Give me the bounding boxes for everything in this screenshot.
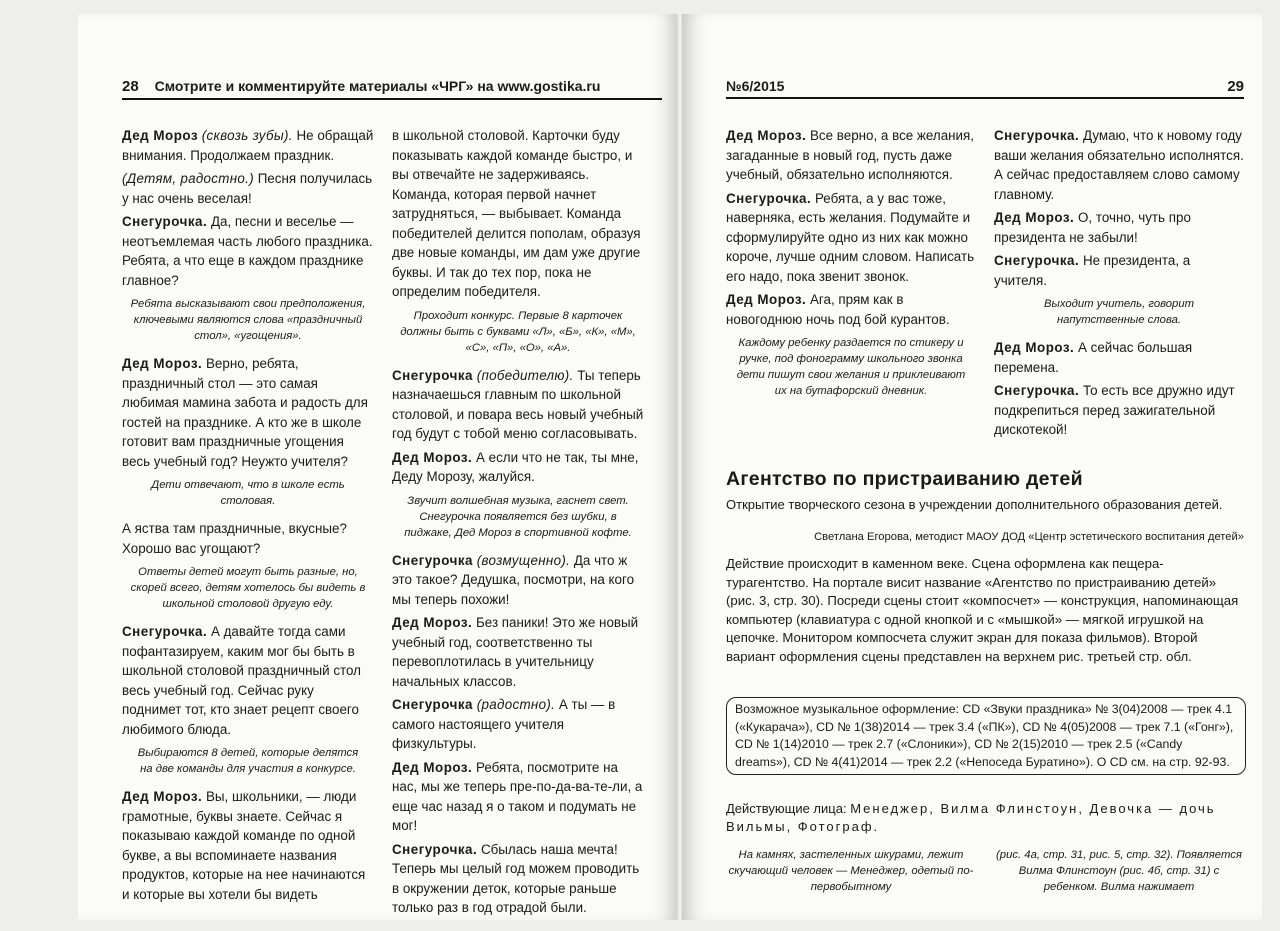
dialogue-text: То есть все дружно идут подкрепиться перед зажигательной дискотекой! xyxy=(994,383,1235,437)
speaker-name: Снегурочка. xyxy=(122,214,208,229)
left-page-header xyxy=(122,78,662,100)
speaker-name: Дед Мороз. xyxy=(122,789,203,804)
stage-direction: Звучит волшебная музыка, гаснет свет. Снегурочка появляется без шубки, в пиджаке, Дед Мороз в спортивной кофте. xyxy=(404,494,632,539)
speaker-name: Дед Мороз. xyxy=(994,210,1075,225)
issue-number: №6/2015 xyxy=(726,78,785,94)
speaker-name: Снегурочка. xyxy=(122,624,208,639)
dialogue-text: Думаю, что к новому году ваши желания обязательно исполнятся. А сейчас предоставляем слово самому главному. xyxy=(994,128,1244,202)
dialogue-line xyxy=(122,212,374,290)
stage-direction: Дети отвечают, что в школе есть столовая. xyxy=(151,479,345,507)
speaker-name: Снегурочка xyxy=(392,697,474,712)
dialogue-text: Вы, школьники, — люди грамотные, буквы знаете. Сейчас я показываю каждой команде по одной букве, а вы вспоминаете названия продуктов, которые на нее начинаются и которые вы хотели бы видеть xyxy=(122,789,366,902)
speaker-direction: (радостно). xyxy=(476,697,556,712)
dialogue-line xyxy=(122,519,374,558)
dialogue-line xyxy=(726,189,976,287)
dialogue-line xyxy=(122,126,374,165)
dialogue-line xyxy=(994,208,1244,247)
left-column-1 xyxy=(122,126,374,908)
stage-direction: Проходит конкурс. Первые 8 карточек должны быть с буквами «Л», «Б», «К», «М», «С», «П», «О», «А». xyxy=(400,309,636,354)
dialogue-text: Ребята, посмотрите на нас, мы же теперь пре-по-да-ва-те-ли, а еще час назад я о таком и подумать не мог! xyxy=(392,759,643,833)
stage-direction: Каждому ребенку раздается по стикеру и ручке, под фонограмму школьного звонка дети пишут свои желания и приклеивают их на бутафорский дневник. xyxy=(736,337,966,397)
speaker-name: Снегурочка. xyxy=(726,190,812,206)
dialogue-line xyxy=(122,622,374,739)
dialogue-text: Да что ж это такое? Дедушка, посмотри, на кого мы теперь похожи! xyxy=(392,552,635,607)
speaker-direction: (сквозь зубы). xyxy=(201,128,293,143)
article-author: Светлана Егорова, методист МАОУ ДОД «Центр эстетического воспитания детей» xyxy=(814,531,1244,543)
dialogue-text: Верно, ребята, праздничный стол — это самая любимая мамина забота и радость для гостей на празднике. А кто же в школе готовит вам праздничные угощения весь учебный год? Неужто учителя? xyxy=(122,356,368,469)
page-number-right: 29 xyxy=(1227,78,1244,95)
dialogue-text: Ты теперь назначаешься главным по школьной столовой, и повара весь новый учебный год будут с тобой меню согласовывать. xyxy=(392,367,644,441)
dialogue-text: в школьной столовой. Карточки буду показывать каждой команде быстро, и вы отвечайте не задерживаясь. Команда, которая первой начнет затрудняться, — выбывает. Команда победителей делится пополам, образуя две новые команды, им дам уже другие буквы. И так до тех пор, пока не определим победителя. xyxy=(392,128,641,299)
speaker-name: Дед Мороз. xyxy=(392,759,473,775)
dialogue-text: Ага, прям как в новогоднюю ночь под бой курантов. xyxy=(726,292,950,327)
speaker-name: Снегурочка. xyxy=(994,383,1080,398)
dialogue-line xyxy=(726,126,976,185)
dialogue-line xyxy=(392,551,644,610)
stage-direction-bottom-right: (рис. 4а, стр. 31, рис. 5, стр. 32). Появляется Вилма Флинстоун (рис. 4б, стр. 31) с ребенком. Вилма нажимает xyxy=(996,849,1242,893)
left-page xyxy=(78,14,678,920)
dialogue-text: Без паники! Это же новый учебный год, соответственно ты перевоплотилась в учительницу начальных классов. xyxy=(392,615,639,689)
dialogue-line xyxy=(122,169,374,208)
stage-direction: Выбираются 8 детей, которые делятся на две команды для участия в конкурсе. xyxy=(137,747,359,775)
dialogue-line xyxy=(994,381,1244,440)
dialogue-line xyxy=(994,126,1244,204)
dialogue-text: Не президента, а учителя. xyxy=(994,253,1191,288)
header-text: Смотрите и комментируйте материалы «ЧРГ» на www.gostika.ru xyxy=(154,78,601,94)
dialogue-line xyxy=(392,366,644,444)
dialogue-text: Песня получилась у нас очень веселая! xyxy=(122,171,373,206)
speaker-name: Снегурочка xyxy=(392,552,474,568)
cast-names: Менеджер, Вилма Флинстоун, Девочка — дочь Вильмы, Фотограф. xyxy=(726,801,1216,834)
dialogue-text: А яства там праздничные, вкусные? Хорошо вас угощают? xyxy=(122,521,347,556)
dialogue-line xyxy=(994,251,1244,290)
speaker-name: Дед Мороз. xyxy=(392,615,473,630)
left-column-2 xyxy=(392,126,644,920)
dialogue-line xyxy=(392,695,644,754)
speaker-name: Снегурочка xyxy=(392,367,474,383)
dialogue-text: А ты — в самого настоящего учителя физкультуры. xyxy=(392,697,616,751)
dialogue-text: Ребята, а у вас тоже, наверняка, есть желания. Подумайте и сформулируйте одно из них как можно короче, лучше одним словом. Написать его надо, пока звенит звонок. xyxy=(726,190,975,284)
dialogue-text: Все верно, а все желания, загаданные в новый год, пусть даже учебный, обязательно исполняются. xyxy=(726,128,974,182)
right-column-2 xyxy=(994,126,1244,444)
dialogue-text: А сейчас большая перемена. xyxy=(994,340,1193,375)
article-subtitle: Открытие творческого сезона в учреждении дополнительного образования детей. xyxy=(726,497,1223,512)
cast-label: Действующие лица: xyxy=(726,801,847,816)
dialogue-text: Да, песни и веселье — неотъемлемая часть любого праздника. Ребята, а что еще в каждом празднике главное? xyxy=(122,214,373,288)
page-number-left: 28 xyxy=(122,78,139,95)
speaker-name: Снегурочка. xyxy=(392,841,478,857)
right-column-1 xyxy=(726,126,976,409)
dialogue-line xyxy=(392,758,644,836)
stage-direction: Ребята высказывают свои предположения, ключевыми являются слова «праздничный стол», «угощения». xyxy=(130,298,366,342)
speaker-direction: (победителю). xyxy=(476,367,574,383)
speaker-name: Снегурочка. xyxy=(994,128,1080,143)
dialogue-line xyxy=(122,354,374,471)
stage-direction: Ответы детей могут быть разные, но, скорей всего, детям хотелось бы видеть в школьной столовой другую еду. xyxy=(130,566,366,610)
right-page-header xyxy=(726,78,1244,99)
right-page xyxy=(682,14,1262,920)
dialogue-text: Сбылась наша мечта! Теперь мы целый год можем проводить в окружении деток, которые раньше только раз в год отрадой были. xyxy=(392,841,640,915)
article-description: Действие происходит в каменном веке. Сцена оформлена как пещера-турагентство. На портале висит название «Агентство по пристраиванию детей» (рис. 3, стр. 30). Посреди сцены стоит «компосчет» — конструкция, напоминающая компьютер (клавиатура с одной кнопкой и с «мышкой» — мягкой игрушкой на цепочке. Монитором компосчета служит экран для показа фильмов). Второй вариант оформления сцены представлен на верхнем рис. третьей стр. обл. xyxy=(726,556,1239,664)
speaker-direction: (Детям, радостно.) xyxy=(122,171,254,186)
speaker-name: Дед Мороз. xyxy=(726,292,807,307)
speaker-name: Снегурочка. xyxy=(994,253,1080,268)
dialogue-line xyxy=(122,787,374,904)
dialogue-line xyxy=(726,290,976,329)
speaker-name: Дед Мороз. xyxy=(994,340,1075,355)
dialogue-text: Не обращай внимания. Продолжаем праздник. xyxy=(122,128,374,163)
stage-direction-bottom-left: На камнях, застеленных шкурами, лежит скучающий человек — Менеджер, одетый по-первобытному xyxy=(728,849,974,893)
dialogue-text: А давайте тогда сами пофантазируем, каким мог бы быть в школьной столовой праздничный стол весь учебный год. Сейчас руку поднимет тот, кто знает рецепт своего любимого блюда. xyxy=(122,624,361,737)
speaker-name: Дед Мороз. xyxy=(392,449,473,465)
dialogue-line xyxy=(994,338,1244,377)
music-box: Возможное музыкальное оформление: CD «Звуки праздника» № 3(04)2008 — трек 4.1 («Кукарача»), CD № 1(38)2014 — трек 3.4 («ПК»), CD № 4(05)2008 — трек 7.1 («Гонг»), CD № 1(14)2010 — трек 2.7 («Слоники»), CD № 2(15)2010 — трек 2.5 («Candy dreams»), CD № 4(41)2014 — трек 2.2 («Непоседа Буратино»). О CD см. на стр. 92-93. xyxy=(726,697,1246,775)
speaker-name: Дед Мороз. xyxy=(726,128,807,143)
speaker-direction: (возмущенно). xyxy=(476,552,571,568)
dialogue-line xyxy=(392,126,644,302)
article-title: Агентство по пристраиванию детей xyxy=(726,468,1083,490)
dialogue-text: А если что не так, ты мне, Деду Морозу, жалуйся. xyxy=(392,449,639,484)
dialogue-line xyxy=(392,613,644,691)
dialogue-line xyxy=(392,448,644,487)
cast-list xyxy=(726,800,1244,836)
speaker-name: Дед Мороз. xyxy=(122,356,203,371)
dialogue-text: О, точно, чуть про президента не забыли! xyxy=(994,210,1191,245)
dialogue-line xyxy=(392,840,644,918)
speaker-name: Дед Мороз xyxy=(122,128,199,143)
stage-direction: Выходит учитель, говорит напутственные слова. xyxy=(1043,298,1195,326)
